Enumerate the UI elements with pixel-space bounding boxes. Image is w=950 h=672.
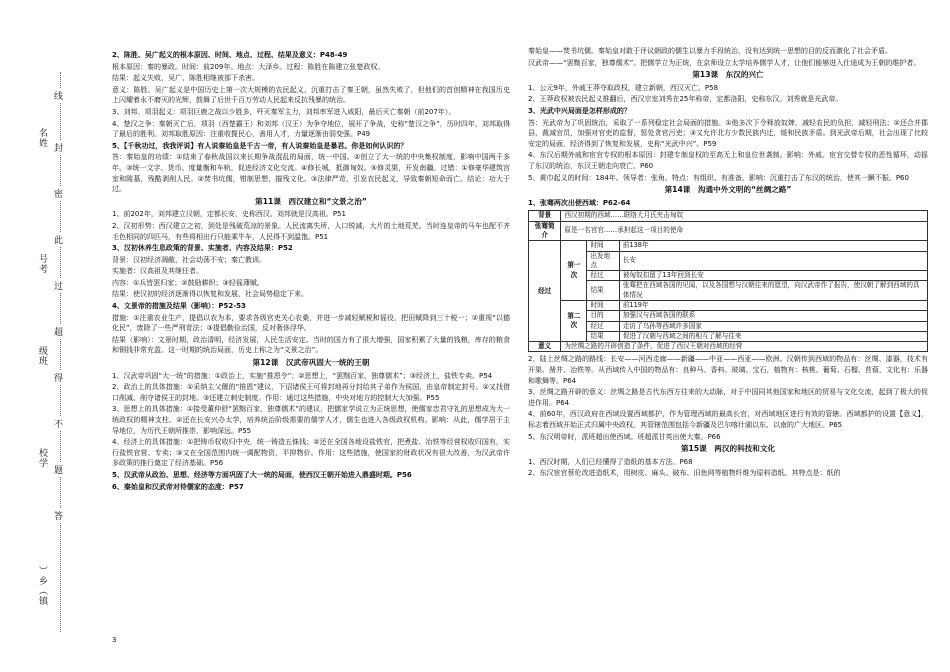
question-4: 4、东汉后期外戚和宦官专权的根本原因：封建专制皇权的至高无上和皇位世袭制。影响：外戚、宦官交替专权的恶性循环，动摇了东汉的统治，东汉王朝走向衰亡。P60 (528, 151, 928, 170)
name-label: 名姓 (37, 128, 47, 148)
question-2: 2、陆上丝绸之路的路线：长安——河西走廊——新疆——中亚——西亚——欧洲。汉朝传到西域的物品有：丝绸、漆器，技术有开渠、凿井、冶铁等。从西域传入中国的物品有：良种马、香料、玻璃、宝石，植物有：核桃、葡萄、石榴、苜蓿，文化有：乐器和歌舞等。P64 (528, 355, 928, 385)
cut-word: 答 (54, 508, 63, 523)
question-5: 5、东汉明帝时，派班超出使西域。班超派甘英出使大秦。P66 (528, 432, 721, 441)
answer-text: 结果：起义失败，吴广、陈胜相继被部下杀害。 (112, 74, 259, 83)
table-cell: 原是一名宫官……承担起这一项目的使命 (561, 221, 928, 241)
question-1: 1、汉武帝巩固“大一统”的措施：①政治上，实施“推恩令”；②思想上，“罢黜百家，独尊儒术”；③经济上，盐铁专卖。P54 (112, 371, 493, 380)
question-3: 3、光武中兴局面是怎样形成的？ (528, 106, 631, 115)
table-cell: 被匈奴扣留了13年回到长安 (619, 271, 927, 281)
cut-word: 此 (54, 232, 63, 247)
answer-text: 汉武帝——“罢黜百家，独尊儒术”。把儒学立为正统，在京师设立太学培养儒学人才，让他们能够进入仕途成为王朝的维护者。 (528, 58, 921, 67)
table-cell-label: 经过 (529, 241, 561, 342)
cut-word: 密 (54, 186, 63, 201)
table-cell-label: 结果 (587, 331, 619, 341)
table-cell: 长安 (619, 251, 927, 271)
question-1: 1、西汉时期，人们已经懂得了造纸的基本方法。P68 (528, 457, 693, 466)
question-5: 5、【千秋功过，我我评说】有人说秦始皇是千古一帝，有人说秦始皇是暴君。你是如何认识的？ (112, 141, 408, 150)
left-column (112, 50, 510, 493)
table-cell-label: 第一次 (561, 241, 587, 301)
table-cell: 促进了汉朝与西域之间的相互了解与往来 (619, 331, 927, 341)
question-4: 4、文景帝的措施及结果（影响）：P52-53 (112, 302, 246, 311)
answer-text: 内容：①兵皆罢归家；②鼓励耕织；③轻徭薄赋。 (112, 278, 264, 287)
cut-word: 超 (54, 324, 63, 339)
cut-word: 不 (54, 416, 63, 431)
lesson-15-heading: 第15课 两汉的科技和文化 (680, 444, 776, 454)
table-cell-label: 时间 (587, 241, 619, 251)
question-2: 2、汉初形势：西汉建立之初，到处是残破荒凉的景象。人民流离失所，人口锐减，大片的土地荒芜。当时连皇帝的马车也配不齐毛色相同的四匹马，有些将相出行只能乘牛车，人民得不到温饱。P51 (112, 221, 510, 241)
question-4: 4、楚汉之争：秦朝灭亡后，项羽（西楚霸王）和刘邦（汉王）为争夺地位，展开了争战，史称“楚汉之争”，历时四年，刘邦取得了最后的胜利。刘邦取胜原因：注重收揽民心，善用人才，力量逐渐由弱变强。P49 (112, 119, 510, 139)
exam-number-label: 号考 (37, 254, 47, 274)
cut-word: 封 (54, 140, 63, 155)
table-cell-label: 第二次 (561, 300, 587, 341)
question-1: 1、前202年，刘邦建立汉朝，定都长安，史称西汉。刘邦就是汉高祖。P51 (112, 210, 346, 219)
class-label: 级班 (37, 346, 47, 366)
table-cell-label: 经过 (587, 321, 619, 331)
answer-text: 根本原因：秦的暴政。时间：前209年。地点：大泽乡。过程：陈胜在陈建立张楚政权。 (112, 62, 385, 71)
table-cell-label: 目的 (587, 311, 619, 321)
table-cell: 为丝绸之路的开辟创造了条件，促进了西汉王朝对西域的经营 (561, 342, 928, 352)
question-2: 2、政治上的具体措施：①采纳主父偃的“推恩”建议，下诏诸侯王可将封地再分封给其子弟作为侯国，由皇帝制定封号。②又找借口削减、削夺诸侯王的封地。③还建立刺史制度。作用：通过这些措施，中央对地方的控制大大加强。P55 (112, 383, 510, 402)
township-label: ）乡（镇 (37, 566, 47, 606)
answer-text: 答：光武帝为了巩固统治，采取了一系列稳定社会局面的措施。①他多次下令释放奴婢，减轻农民的负担，减轻刑法；②还合并郡县，裁减官员，加强对官吏的监督，惩处贪官污吏；③又允许北方少数民族内迁，缓和民族矛盾。到光武帝后期，社会出现了比较安定的局面，经济得到了恢复和发展，史称“光武中兴”。P59 (528, 118, 928, 148)
table-cell-label: 张骞简介 (529, 221, 561, 241)
answer-text: 背景：汉初经济凋敝，社会动荡不安；秦亡教训。 (112, 255, 266, 264)
zhang-qian-table (528, 210, 928, 352)
question-3: 3、思想上的具体措施：①接受董仲舒“罢黜百家，独尊儒术”的建议，把儒家学说立为正统思想，使儒家忠君守礼的思想成为大一统政权的精神支柱。②还在长安兴办太学，培养统治阶级需要的儒学人才，儒生也进入各级政权机构。影响：从此，儒学居于主导地位，为历代王朝所推崇，影响深远。P55 (112, 405, 510, 435)
answer-text: 结果：使汉初的经济逐渐得以恢复和发展，社会局势稳定下来。 (112, 290, 308, 299)
table-cell-label: 时间 (587, 300, 619, 310)
question-5: 5、黄巾起义的时间：184年。领导者：张角。特点：有组织、有准备。影响：沉重打击了东汉的统治，使其一蹶不振。P60 (528, 173, 909, 182)
lesson-12-heading: 第12课 汉武帝巩固大一统的王朝 (252, 358, 370, 368)
answer-text: 秦始皇——焚书坑儒。秦始皇对敢于评议朝政的儒生以暴力手段统治，没有达到统一思想的目的反而激化了社会矛盾。 (528, 47, 892, 55)
question-2: 2、东汉宦官蔡伦改进造纸术，用树皮、麻头、破布、旧鱼网等植物纤维为原料造纸。其特点是：纸的 (528, 469, 841, 478)
cut-line (60, 72, 71, 632)
answer-text: 答：秦始皇的功绩：①结束了春秋战国以来长期争战混乱的局面，统一中国。②创立了大一统的中央集权制度，影响中国两千多年。③统一文字、货币、度量衡和车轨，促进经济文化交流。④修长城，抵御匈奴。⑤修灵渠，开发南疆。过错：①修豪华建筑宫室和陵墓，残酷剥削人民。②焚书坑儒，钳制思想，摧残文化。③法律严苛，引发农民起义，导致秦朝短命而亡。结论：功大于过。 (112, 153, 510, 194)
question-6: 6、秦始皇和汉武帝对待儒家的态度：P57 (112, 482, 244, 491)
table-cell: 前138年 (619, 241, 927, 251)
table-cell-label: 意义 (529, 342, 561, 352)
answer-text: 措施：①注重农业生产，提倡以农为本，要求各级官吏关心农桑，并进一步减轻赋税和徭役，把田赋降到三十税一；②重视“以德化民”，废除了一些严刑苛法；③提倡勤俭治国，反对奢侈浮华。 (112, 313, 510, 333)
question-3: 3、丝绸之路开辟的意义：丝绸之路是古代东西方往来的大动脉，对于中国同其他国家和地区的贸易与文化交流，起到了极大的促进作用。P64 (528, 388, 928, 407)
table-cell: 走访了乌孙等西域许多国家 (619, 321, 927, 331)
answer-text: 实施者：汉高祖及其继任者。 (112, 267, 203, 276)
right-column (528, 46, 928, 480)
lesson-11-heading: 第11课 西汉建立和“文景之治” (255, 196, 367, 206)
cut-word: 过 (54, 278, 63, 293)
cut-word: 题 (54, 462, 63, 477)
page-number: 3 (112, 636, 117, 644)
question-1: 1、张骞两次出使西域：P62-64 (528, 198, 631, 207)
table-cell: 张骞把在西域各国的见闻，以及各国想与汉朝往来的愿望，向汉武帝作了报告，使汉朝了解到西域的具体情况 (619, 281, 927, 301)
table-cell-label: 出发地点 (587, 251, 619, 271)
question-2: 2、陈胜、吴广起义的根本原因、时间、地点、过程、结果及意义：P48-49 (112, 51, 348, 59)
question-4: 4、前60年，西汉政府在西域设置西域都护，作为管理西域的最高长官，对西域地区进行有效的管辖。西域都护的设置【意义】，标志着西域开始正式归属中央政权，其管辖范围包括今新疆及巴尔喀什湖以东、以南的广大地区。P65 (528, 410, 928, 430)
question-2: 2、王莽政权被农民起义推翻后，西汉宗室刘秀在25年称帝，定都洛阳，史称东汉。刘秀就是光武帝。 (528, 95, 843, 104)
question-4: 4、经济上的具体措施：①把铸币权收归中央，统一铸造五铢钱；②还在全国各地设盐铁官，把煮盐、冶铁等经营权收归国有，实行盐铁官营、专卖；③又在全国范围内统一调配物资，平抑物价。作用：这些措施，使国家的财政状况有很大改善，为汉武帝许多政策的推行奠定了经济基础。P56 (112, 438, 510, 468)
binding-margin (0, 0, 110, 672)
question-3: 3、汉初休养生息政策的背景、实施者、内容及结果：P52 (112, 244, 293, 253)
table-cell-label: 背景 (529, 211, 561, 221)
question-5: 5、汉武帝从政治、思想、经济等方面巩固了大一统的局面，使西汉王朝开始进入鼎盛时期。P56 (112, 470, 412, 479)
question-1: 1、公元9年，外戚王莽夺取政权，建立新朝，西汉灭亡。P58 (528, 83, 719, 92)
lesson-14-heading: 第14课 沟通中外文明的“丝绸之路” (664, 185, 792, 195)
cut-word: 得 (54, 370, 63, 385)
table-cell: 前119年 (619, 300, 927, 310)
table-cell-label: 结果 (587, 281, 619, 301)
lesson-13-heading: 第13课 东汉的兴亡 (692, 70, 764, 80)
school-label: 校学 (37, 448, 47, 468)
table-cell: 西汉初期的西域……联络大月氏夹击匈奴 (561, 211, 928, 221)
question-3: 3、刘邦、项羽起义：项羽巨鹿之战以少胜多，歼灭秦军主力，刘邦率军进入咸阳，最后灭亡秦朝（前207年）。 (112, 107, 456, 116)
table-cell-label: 经过 (587, 271, 619, 281)
table-cell: 加强汉与西域各国的联系 (619, 311, 927, 321)
cut-word: 线 (54, 88, 63, 103)
answer-text: 意义：陈胜、吴广起义是中国历史上第一次大规模的农民起义，沉重打击了秦王朝，虽然失败了，但他们的首创精神在我国历史上闪耀着永不磨灭的光辉，鼓舞了后世千百万劳动人民起来反抗残暴的统治。 (112, 85, 510, 105)
answer-text: 结果（影响）：文景时期，政治清明，经济发展，人民生活安定。当时的国力有了很大增强，国家积累了大量的钱粮，库存的粮食和铜钱非常充盈。这一时期的统治局面，历史上称之为“文景之治”。 (112, 335, 510, 355)
